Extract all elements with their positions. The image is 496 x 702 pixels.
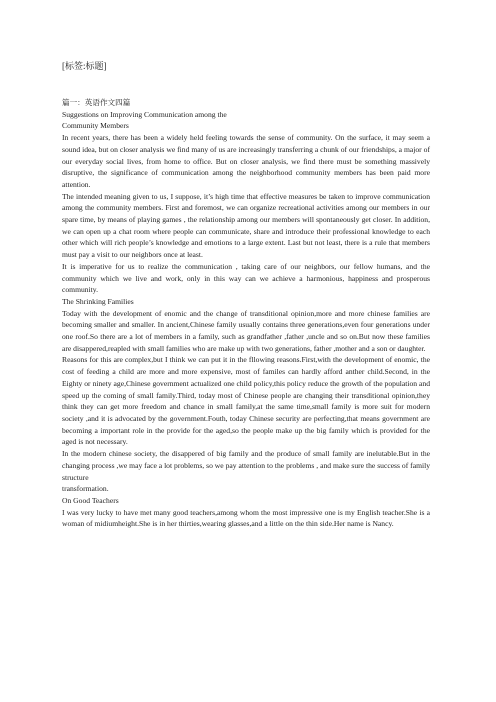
essay1-title-line2: Community Members bbox=[62, 121, 129, 131]
essay1-paragraph-3: It is imperative for us to realize the communication , taking care of our neighbors, our fellow humans, and the community which we live and work, only in this way can we achieve a harmonious, happiness and prosperous community. bbox=[62, 261, 430, 295]
essay1-paragraph-2: The intended meaning given to us, I suppose, it’s high time that effective measures be taken to improve communication among the community members. First and foremost, we can organize recreational activities among our members in our spare time, by means of playing games , the relationship among our members will spontaneously get closer. In addition, we can open up a chat room where people can communicate, share and introduce their professional knowledge to each other which will rich people’s knowledge and emotions to a large extent. Last but not least, there is a rule that members must pay a visit to our neighbors once at least. bbox=[62, 191, 430, 260]
essay2-paragraph-2: Reasons for this are complex,but I think we can put it in the fllowing reasons.First,with the development of enomic, the cost of feeding a child are more and more expensive, most of familes can hardly afford anther child.Second, in the Eighty or ninety age,Chinese government actualized one child policy,this policy reduce the growth of the population and speed up the coming of small family.Third, today most of Chinese people are changing their transditional opinion,they think they can get more freedom and chance in small family,at the same time,small family is more suit for modern society ,and it is advocated by the government.Fouth, today Chinese security are perfecting,that means government are becoming a important role in the provide for the aged,so the people make up the big family which is provided for the aged is not necessary. bbox=[62, 355, 430, 447]
essay2-paragraph-1: Today with the development of enomic and the change of transditional opinion,more and more chinese families are becoming smaller and smaller. In ancient,Chinese family usually contains three generations,even four generations under one roof.So there are a lot of members in a family, such as grandfather ,father ,uncle and so on.But now these families are disappered,reapled with small families who are make up with two generations, father ,mother and a son or daughter. bbox=[62, 308, 430, 353]
essay1-title-line1: Suggestions on Improving Communication among the bbox=[62, 109, 227, 119]
essay2-paragraph-3: In the modern chinese society, the disappered of big family and the produce of small family are inelutable.But in the changing process ,we may face a lot problems, so we pay attention to the problems , and make sure the success of family structure bbox=[62, 449, 430, 482]
essay2-title: The Shrinking Families bbox=[62, 296, 134, 306]
header-tag: [标签:标题] bbox=[62, 61, 107, 71]
section-heading: 篇一：英语作文四篇 bbox=[62, 98, 131, 107]
document-body bbox=[62, 97, 430, 530]
essay1-paragraph-1: In recent years, there has been a widely held feeling towards the sense of community. On the surface, it may seem a sound idea, but on closer analysis we find many of us are increasingly transferring a chunk of our friendships, a major of our everyday social lives, from home to office. But on closer analysis, we find there must be something massively disruptive, the significance of communication among the neighborhood community members has been paid more attention. bbox=[62, 133, 430, 189]
essay2-paragraph-4: transformation. bbox=[62, 484, 109, 494]
essay3-paragraph-1: I was very lucky to have met many good teachers,among whom the most impressive one is my English teacher.She is a woman of midiumheight.She is in her thirties,wearing glasses,and a little on the thin side.Her name is Nancy. bbox=[62, 507, 430, 529]
essay3-title: On Good Teachers bbox=[62, 495, 119, 505]
